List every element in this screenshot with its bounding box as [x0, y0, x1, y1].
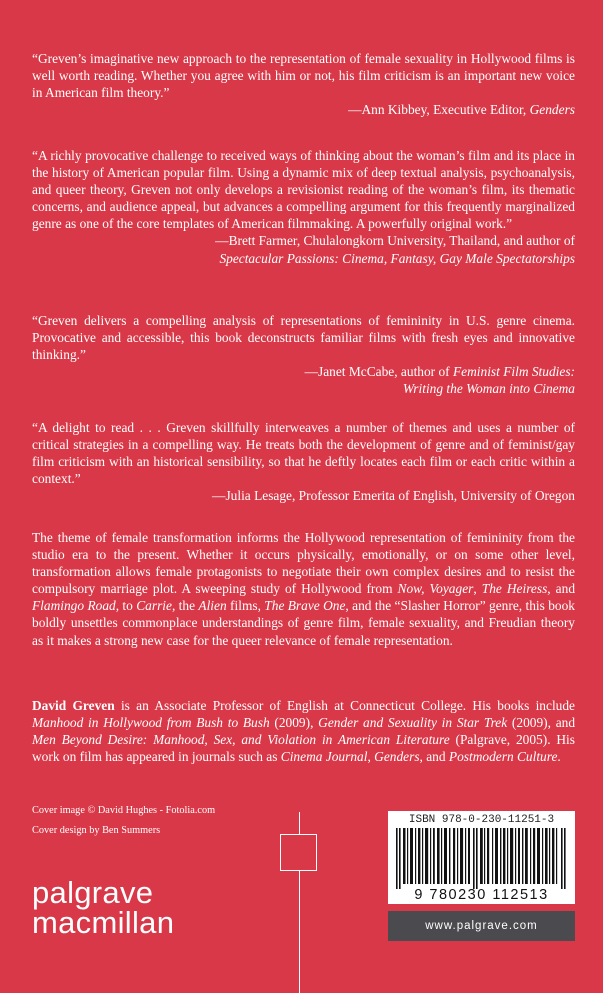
isbn-barcode — [388, 811, 575, 904]
logo-square-icon — [280, 834, 317, 871]
author-name: David Greven — [32, 698, 115, 713]
quote-attribution: —Ann Kibbey, Executive Editor, Genders — [348, 102, 575, 118]
review-quote-lesage — [32, 419, 575, 504]
quote-text: “Greven’s imaginative new approach to the representation of female sexuality in Hollywood films is well worth reading. Whether you agree with him or not, his film criticism is an important new voice in American film theory.” — [32, 51, 575, 101]
quote-attribution-book: Spectacular Passions: Cinema, Fantasy, Gay Male Spectatorships — [219, 250, 575, 266]
quote-attribution-book: Writing the Woman into Cinema — [402, 381, 575, 397]
quote-attribution: —Brett Farmer, Chulalongkorn University, Thailand, and author of — [215, 233, 575, 249]
cover-design-credit: Cover design by Ben Summers — [32, 825, 161, 836]
quote-text: “A richly provocative challenge to received ways of thinking about the woman’s film and its place in the history of American popular film. Using a dynamic mix of deep textual analysis, psychoanalysis, and queer theory, Greven not only develops a revisionist reading of the woman’s film, its thematic concerns, and audience appeal, but advances a compelling argument for this frequently marginalized genre as one of the core templates of American filmmaking. A powerfully original work.” — [32, 148, 575, 232]
logo-line-top — [299, 812, 300, 834]
review-quote-kibbey — [32, 50, 575, 118]
cover-credits — [32, 801, 215, 841]
isbn-label: ISBN 978-0-230-11251-3 — [408, 814, 555, 826]
author-bio: David Greven is an Associate Professor of English at Connecticut College. His books include Manhood in Hollywood from Bush to Bush (2009), Gender and Sexuality in Star Trek (2009), and Men Beyond Desire: Manhood, Sex, and Violation in American Literature (Palgrave, 2005). His work on film has appeared in journals such as Cinema Journal, Genders, and Postmodern Culture. — [32, 698, 576, 765]
review-quote-farmer — [32, 147, 575, 267]
quote-attribution: —Janet McCabe, author of Feminist Film Studies: — [304, 364, 575, 380]
isbn-number: 9 780230 112513 — [414, 887, 549, 903]
barcode-bars-icon — [396, 828, 567, 889]
logo-line-bottom — [299, 871, 300, 993]
publisher-line2: macmillan — [32, 905, 175, 940]
quote-text: “A delight to read . . . Greven skillfully interweaves a number of themes and uses a number of critical strategies in a compelling way. He treats both the development of genre and of feminist/gay film criticism with an historical sensibility, so that he deftly locates each film or each critic within a context.” — [32, 420, 575, 487]
publisher-logo — [32, 875, 175, 940]
publisher-website: www.palgrave.com — [388, 911, 575, 941]
review-quote-mccabe — [32, 312, 575, 397]
cover-image-credit: Cover image © David Hughes - Fotolia.com — [32, 805, 216, 816]
book-description: The theme of female transformation informs the Hollywood representation of femininity from the studio era to the present. Whether it occurs physically, emotionally, or on some other level, transformation allows female protagonists to negotiate their own complex desires and to resist the compulsory marriage plot. A sweeping study of Hollywood from Now, Voyager, The Heiress, and Flamingo Road, to Carrie, the Alien films, The Brave One, and the “Slasher Horror” genre, this book boldly unsettles commonplace understandings of genre film, female sexuality, and Freudian theory as it makes a strong new case for the queer relevance of female representation. — [32, 530, 576, 648]
quote-attribution: —Julia Lesage, Professor Emerita of English, University of Oregon — [212, 488, 575, 504]
quote-text: “Greven delivers a compelling analysis of representations of femininity in U.S. genre cinema. Provocative and accessible, this book deconstructs familiar films with fresh eyes and innovative thinking.” — [32, 313, 575, 363]
publisher-line1: palgrave — [32, 875, 154, 910]
